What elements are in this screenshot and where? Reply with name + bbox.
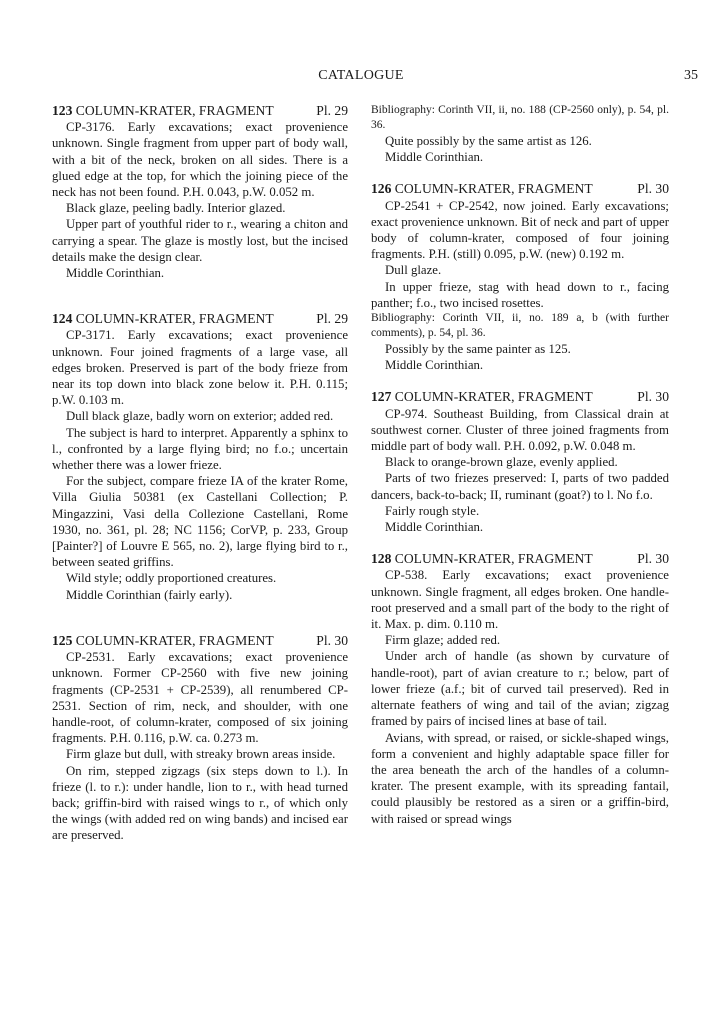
entry-heading [52,633,348,649]
entry-description: CP-974. Southeast Building, from Classical drain at southwest corner. Cluster of three joined fragments from middle part of body wall. P.H. 0.092, p.W. 0.048 m. [371,406,669,454]
entry-title: COLUMN-KRATER, FRAGMENT [394,181,593,197]
entry-title: COLUMN-KRATER, FRAGMENT [75,632,274,648]
entry-subject: Under arch of handle (as shown by curvature of handle-root), part of avian creature to r.; below, part of lower frieze (a.f.; bit of curved tail preserved). Red in alternate feathers of wing and tail of the avian; zigzag framed by pairs of incised lines at base of tail. [371,649,669,729]
entry-heading [52,311,348,327]
entry-title: COLUMN-KRATER, FRAGMENT [394,389,593,405]
entry-attribution: Possibly by the same painter as 125. [385,342,571,357]
entry-plate: Pl. 30 [637,551,669,567]
entry-glaze: Firm glaze; added red. [385,633,501,648]
entry-number: 128 [371,551,392,567]
entry-glaze: Firm glaze but dull, with streaky brown areas inside. [66,747,336,762]
entry-plate: Pl. 29 [316,103,348,118]
catalogue-entry-128 [371,551,669,826]
entry-glaze: Dull glaze. [385,263,442,278]
catalogue-entry-124 [52,311,348,603]
catalogue-entry-125 [52,633,348,844]
entry-bibliography: Bibliography: Corinth VII, ii, no. 189 a, b (with further comments), p. 54, pl. 36. [371,312,669,340]
entry-glaze: Dull black glaze, badly worn on exterior; added red. [66,409,334,424]
entry-heading [52,103,348,119]
entry-comparison: For the subject, compare frieze IA of the krater Rome, Villa Giulia 50381 (ex Castellani Collection; P. Mingazzini, Vasi della Collezione Castellani, Rome 1930, no. 361, pl. 28; NC 1156; CorVP, p. 233, Group [Painter?] of Louvre E 565, no. 2), large flying bird to r., between seated griffins. [52,474,348,570]
entry-style: Fairly rough style. [385,503,480,518]
entry-description: CP-2531. Early excavations; exact provenience unknown. Former CP-2560 with five new joining fragments (CP-2531 + CP-2539), all renumbered CP-2531. Section of rim, neck, and shoulder, with one handle-root, of column-krater, composed of six joining fragments. P.H. 0.116, p.W. ca. 0.273 m. [52,650,348,746]
entry-heading [371,551,669,567]
entry-plate: Pl. 29 [316,311,348,327]
entry-number: 126 [371,181,392,197]
entry-glaze: Black to orange-brown glaze, evenly applied. [385,455,618,470]
entry-title: COLUMN-KRATER, FRAGMENT [75,311,274,327]
left-column [52,103,348,844]
entry-attribution: Quite possibly by the same artist as 126. [385,134,592,148]
entry-bibliography: Bibliography: Corinth VII, ii, no. 188 (CP-2560 only), p. 54, pl. 36. [371,104,669,131]
entry-subject: The subject is hard to interpret. Apparently a sphinx to l., confronted by a large flying bird; no f.o.; uncertain whether there was a lower frieze. [52,425,348,473]
running-title: CATALOGUE [318,68,404,83]
entry-number: 123 [52,103,73,118]
entry-date: Middle Corinthian. [385,520,484,535]
entry-subject: Upper part of youthful rider to r., wearing a chiton and carrying a spear. The glaze is mostly lost, but the incised details make the design clear. [52,217,348,264]
entry-heading [371,389,669,405]
entry-description: CP-2541 + CP-2542, now joined. Early excavations; exact provenience unknown. Bit of neck and part of upper body of column-krater, composed of four joining fragments. P.H. (still) 0.095, p.W. (new) 0.192 m. [371,198,669,262]
entry-date: Middle Corinthian. [385,358,484,373]
entry-date: Middle Corinthian. [385,150,484,165]
entry-subject: Parts of two friezes preserved: I, parts of two padded dancers, back-to-back; II, ruminant (goat?) to l. No f.o. [371,471,669,502]
entry-number: 127 [371,389,392,405]
entry-date: Middle Corinthian (fairly early). [66,587,233,602]
catalogue-entry-127 [371,389,669,535]
entry-subject: In upper frieze, stag with head down to r., facing panther; f.o., two incised rosettes. [371,279,669,310]
entry-description: CP-3176. Early excavations; exact provenience unknown. Single fragment from upper part of body wall, with a bit of the neck, broken on all sides. There is a glued edge at the top, for which the joining piece of the neck has not been found. P.H. 0.043, p.W. 0.052 m. [52,120,348,200]
entry-plate: Pl. 30 [637,389,669,405]
right-column [371,103,669,827]
catalogue-entry-123 [52,103,348,281]
entry-style: Wild style; oddly proportioned creatures. [66,571,277,586]
entry-description: CP-538. Early excavations; exact provenience unknown. Single fragment, all edges broken. One handle-root preserved and a small part of the body to the right of it. Max. p. dim. 0.110 m. [371,568,669,632]
page-header [0,68,722,88]
page-number: 35 [684,68,698,83]
entry-number: 124 [52,311,73,327]
entry-plate: Pl. 30 [637,181,669,197]
entry-plate: Pl. 30 [316,632,348,648]
entry-subject: On rim, stepped zigzags (six steps down to l.). In frieze (l. to r.): under handle, lion to r., with head turned back; griffin-bird with raised wings to r., of which only the wings (with added red on wing bands) and incised ear are preserved. [52,763,348,843]
entry-title: COLUMN-KRATER, FRAGMENT [75,103,274,118]
entry-number: 125 [52,632,73,648]
entry-commentary: Avians, with spread, or raised, or sickle-shaped wings, form a convenient and highly adaptable space filler for the area beneath the arch of the handles of a column-krater. The present example, with its spreading fantail, could plausibly be restored as a siren or a griffin-bird, with raised or spread wings [371,730,669,826]
entry-heading [371,181,669,197]
catalogue-entry-126 [371,181,669,373]
catalogue-entry-125-continued [371,103,669,165]
entry-description: CP-3171. Early excavations; exact provenience unknown. Four joined fragments of a large vase, all edges broken. Preserved is part of the body frieze from near its top down into black zone below it. P.H. 0.115; p.W. 0.103 m. [52,328,348,408]
entry-glaze: Black glaze, peeling badly. Interior glazed. [66,201,286,216]
entry-date: Middle Corinthian. [66,266,165,281]
entry-title: COLUMN-KRATER, FRAGMENT [394,551,593,567]
